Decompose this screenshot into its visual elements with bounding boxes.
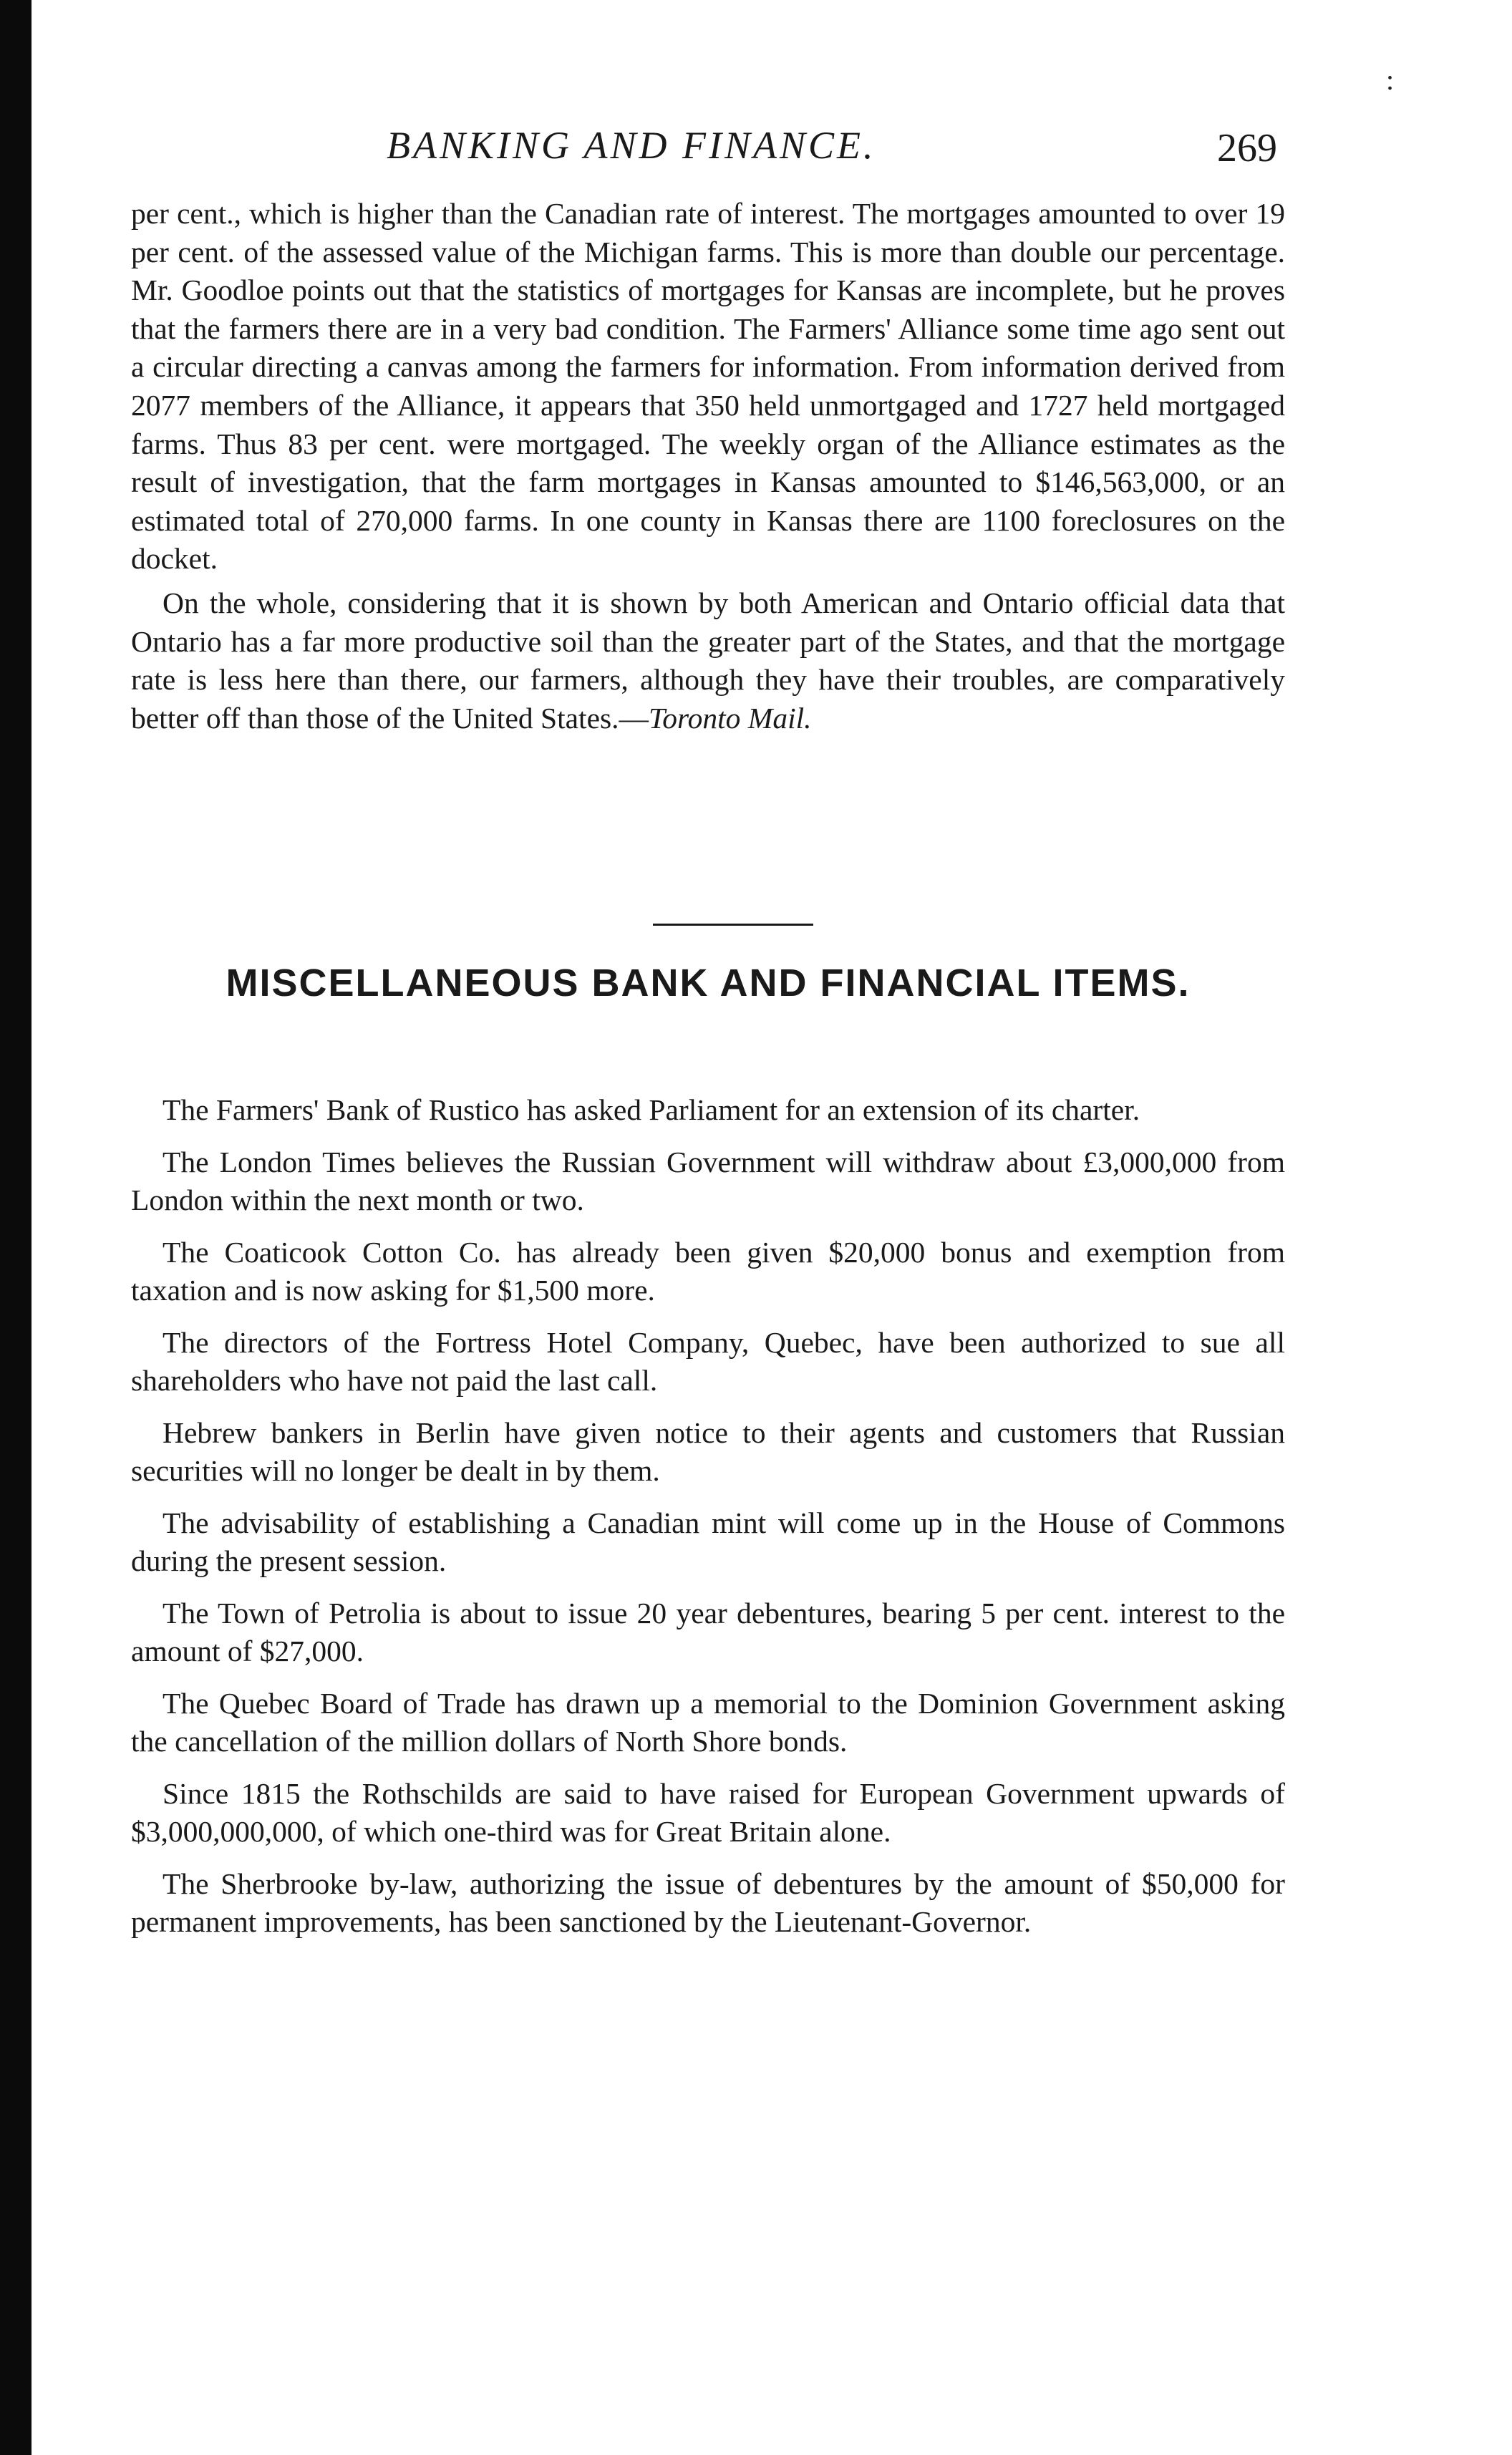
page-number: 269 [1217,126,1277,170]
news-item: The Coaticook Cotton Co. has already been given $20,000 bonus and exemption from taxation and is now asking for $1,500 more. [131,1236,1285,1307]
closing-paragraph-text: On the whole, considering that it is shown by both American and Ontario official data that Ontario has a far more productive soil than the greater part of the States, and that the mortgage rate is less here than there, our farmers, although they have their troubles, are comparatively better off than those of the United States.— [131,586,1285,735]
news-item: The Sherbrooke by-law, authorizing the issue of debentures by the amount of $50,000 for permanent improvements, has been sanctioned by the Lieutenant-Governor. [131,1867,1285,1938]
book-spine-shadow [0,0,32,2455]
article-source: Toronto Mail. [649,701,812,735]
news-item: The advisability of establishing a Canadian mint will come up in the House of Commons during the present session. [131,1506,1285,1577]
news-item: The London Times believes the Russian Government will withdraw about £3,000,000 from London within the next month or two. [131,1146,1285,1216]
news-item: Since 1815 the Rothschilds are said to have raised for European Government upwards of $3,000,000,000, of which one-third was for Great Britain alone. [131,1777,1285,1848]
article-closing-paragraph [131,584,1285,737]
news-item: The Town of Petrolia is about to issue 20 year debentures, bearing 5 per cent. interest to the amount of $27,000. [131,1597,1285,1667]
news-items-list [131,1091,1285,1941]
continued-article [131,195,1285,737]
news-item: The Quebec Board of Trade has drawn up a memorial to the Dominion Government asking the cancellation of the million dollars of North Shore bonds. [131,1687,1285,1758]
running-head: BANKING AND FINANCE. [387,124,876,167]
news-item: Hebrew bankers in Berlin have given notice to their agents and customers that Russian securities will no longer be dealt in by them. [131,1416,1285,1487]
section-heading: MISCELLANEOUS BANK AND FINANCIAL ITEMS. [226,962,1191,1004]
article-paragraph: per cent., which is higher than the Canadian rate of interest. The mortgages amounted to over 19 per cent. of the assessed value of the Michigan farms. This is more than double our percentage. Mr. Goodloe points out that the statistics of mortgages for Kansas are incomplete, but he proves that the farmers there are in a very bad condition. The Farmers' Alliance some time ago sent out a circular directing a canvas among the farmers for information. From information derived from 2077 members of the Alliance, it appears that 350 held unmortgaged and 1727 held mortgaged farms. Thus 83 per cent. were mortgaged. The weekly organ of the Alliance estimates as the result of investigation, that the farm mortgages in Kansas amounted to $146,563,000, or an estimated total of 270,000 farms. In one county in Kansas there are 1100 foreclosures on the docket. [131,197,1285,576]
news-item: The Farmers' Bank of Rustico has asked Parliament for an extension of its charter. [163,1093,1140,1126]
section-divider [653,924,813,926]
news-item: The directors of the Fortress Hotel Company, Quebec, have been authorized to sue all shareholders who have not paid the last call. [131,1326,1285,1397]
corner-mark: : [1386,64,1395,96]
